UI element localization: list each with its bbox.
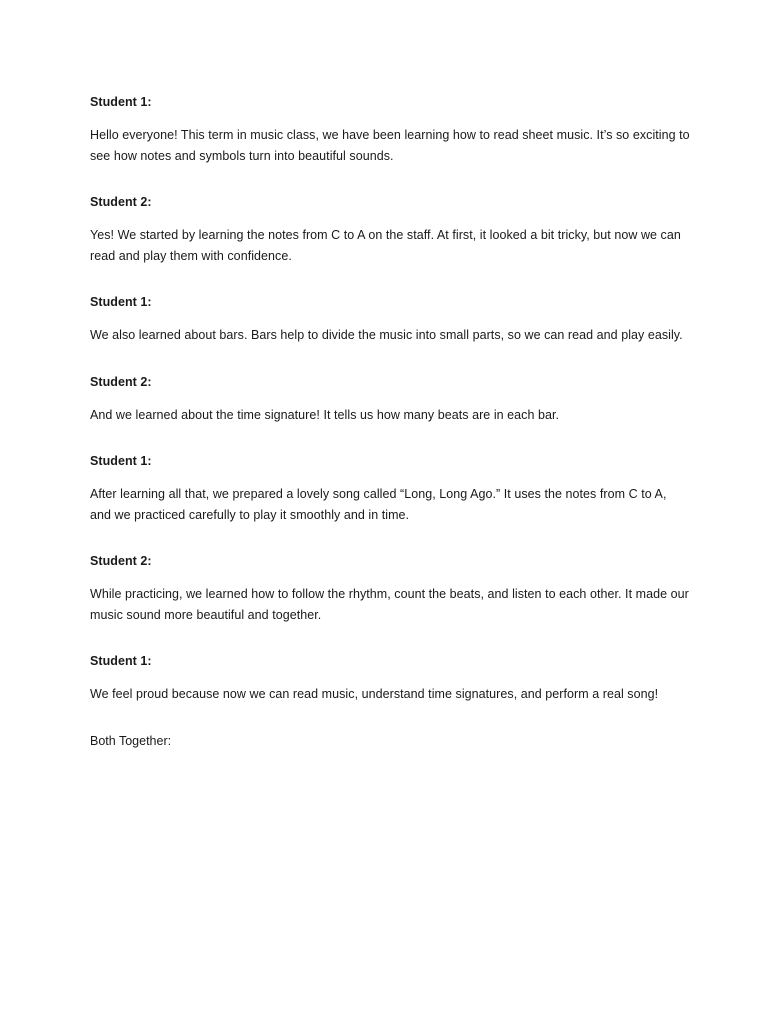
speaker-label: Student 2: — [90, 554, 152, 568]
dialogue-block — [90, 193, 690, 266]
dialogue-text: And we learned about the time signature! It tells us how many beats are in each bar. — [90, 407, 560, 422]
dialogue-block — [90, 293, 690, 346]
dialogue-block — [90, 373, 690, 426]
speaker-label: Student 1: — [90, 654, 152, 668]
dialogue-text: Hello everyone! This term in music class, we have been learning how to read sheet music. It’s so exciting to see how notes and symbols turn into beautiful sounds. — [90, 128, 690, 163]
speaker-label: Student 1: — [90, 95, 152, 109]
document-body — [90, 93, 690, 750]
speaker-label: Student 2: — [90, 374, 152, 389]
dialogue-block — [90, 652, 690, 705]
speaker-label: Student 2: — [90, 195, 152, 209]
speaker-label: Student 1: — [90, 295, 152, 309]
dialogue-text: We also learned about bars. Bars help to divide the music into small parts, so we can read and play easily. — [90, 328, 683, 342]
dialogue-block — [90, 93, 690, 166]
dialogue-text: After learning all that, we prepared a lovely song called “Long, Long Ago.” It uses the notes from C to A, and we practiced carefully to play it smoothly and in time. — [90, 487, 667, 522]
dialogue-text: We feel proud because now we can read music, understand time signatures, and perform a real song! — [90, 687, 659, 701]
speaker-label: Student 1: — [90, 454, 152, 468]
dialogue-text: Yes! We started by learning the notes from C to A on the staff. At first, it looked a bit tricky, but now we can read and play them with confidence. — [90, 228, 681, 263]
closing-line: Both Together: — [90, 733, 172, 748]
dialogue-block — [90, 552, 690, 625]
dialogue-text: While practicing, we learned how to follow the rhythm, count the beats, and listen to each other. It made our music sound more beautiful and together. — [90, 587, 689, 622]
dialogue-block — [90, 452, 690, 525]
